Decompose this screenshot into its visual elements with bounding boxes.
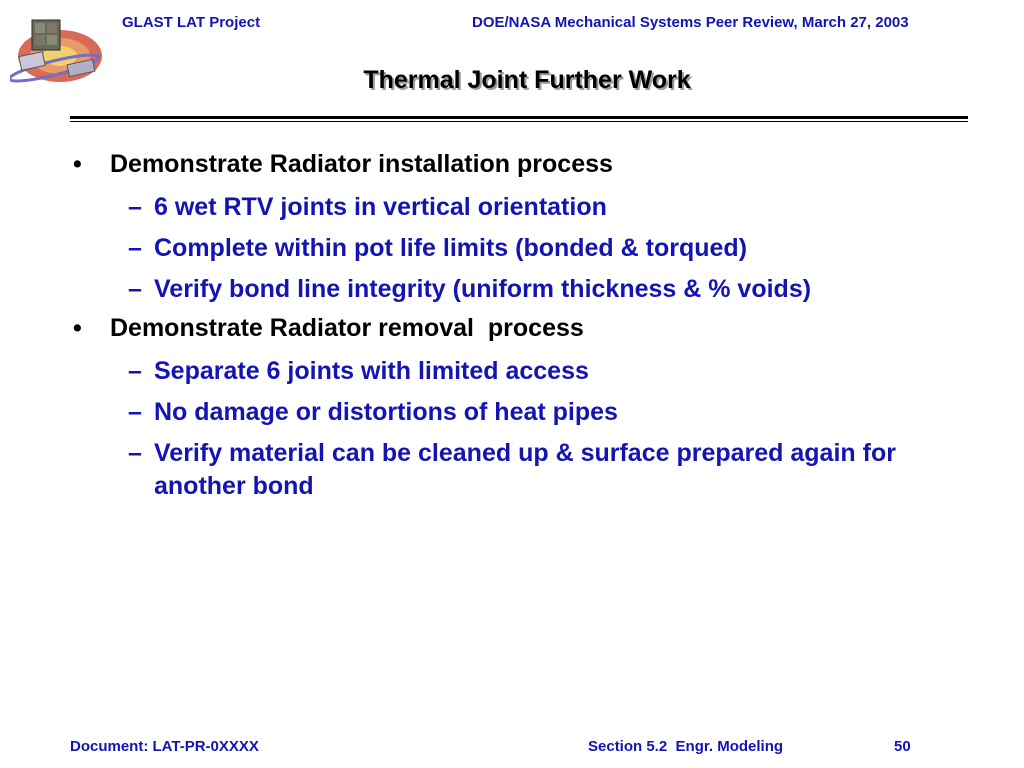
dash-icon: – [128, 357, 142, 385]
header-project: GLAST LAT Project [122, 14, 261, 31]
title-divider-thick [70, 116, 968, 119]
dash-icon: – [128, 234, 142, 262]
sub-bullet [70, 273, 970, 306]
dash-icon: – [128, 439, 142, 467]
sub-bullet-text: 6 wet RTV joints in vertical orientation [154, 193, 607, 221]
bullet-dot-icon: • [73, 314, 82, 342]
header-review: DOE/NASA Mechanical Systems Peer Review, March 27, 2003 [472, 14, 909, 31]
sub-bullet [70, 191, 970, 224]
slide-body [70, 150, 970, 511]
bullet-text: Demonstrate Radiator removal process [110, 314, 584, 342]
bullet-text: Demonstrate Radiator installation process [110, 150, 613, 178]
sub-bullet [70, 355, 970, 388]
bullet-radiator-installation [70, 150, 970, 179]
dash-icon: – [128, 398, 142, 426]
sub-bullet [70, 437, 970, 503]
bullet-radiator-removal [70, 314, 970, 343]
footer-document: Document: LAT-PR-0XXXX [70, 738, 259, 755]
sub-bullet-text: Verify material can be cleaned up & surface prepared again for another bond [154, 439, 896, 500]
sub-bullet-text: Complete within pot life limits (bonded & torqued) [154, 234, 748, 262]
dash-icon: – [128, 193, 142, 221]
sub-bullet-text: Separate 6 joints with limited access [154, 357, 589, 385]
footer-section: Section 5.2 Engr. Modeling [588, 738, 784, 755]
dash-icon: – [128, 275, 142, 303]
slide-title: Thermal Joint Further Work [363, 66, 691, 94]
sub-bullet-text: No damage or distortions of heat pipes [154, 398, 618, 426]
sub-bullet-text: Verify bond line integrity (uniform thickness & % voids) [154, 275, 812, 303]
title-divider-thin [70, 121, 968, 122]
bullet-dot-icon: • [73, 150, 82, 178]
sub-bullet [70, 396, 970, 429]
sub-bullet [70, 232, 970, 265]
footer-page-number: 50 [894, 738, 911, 755]
